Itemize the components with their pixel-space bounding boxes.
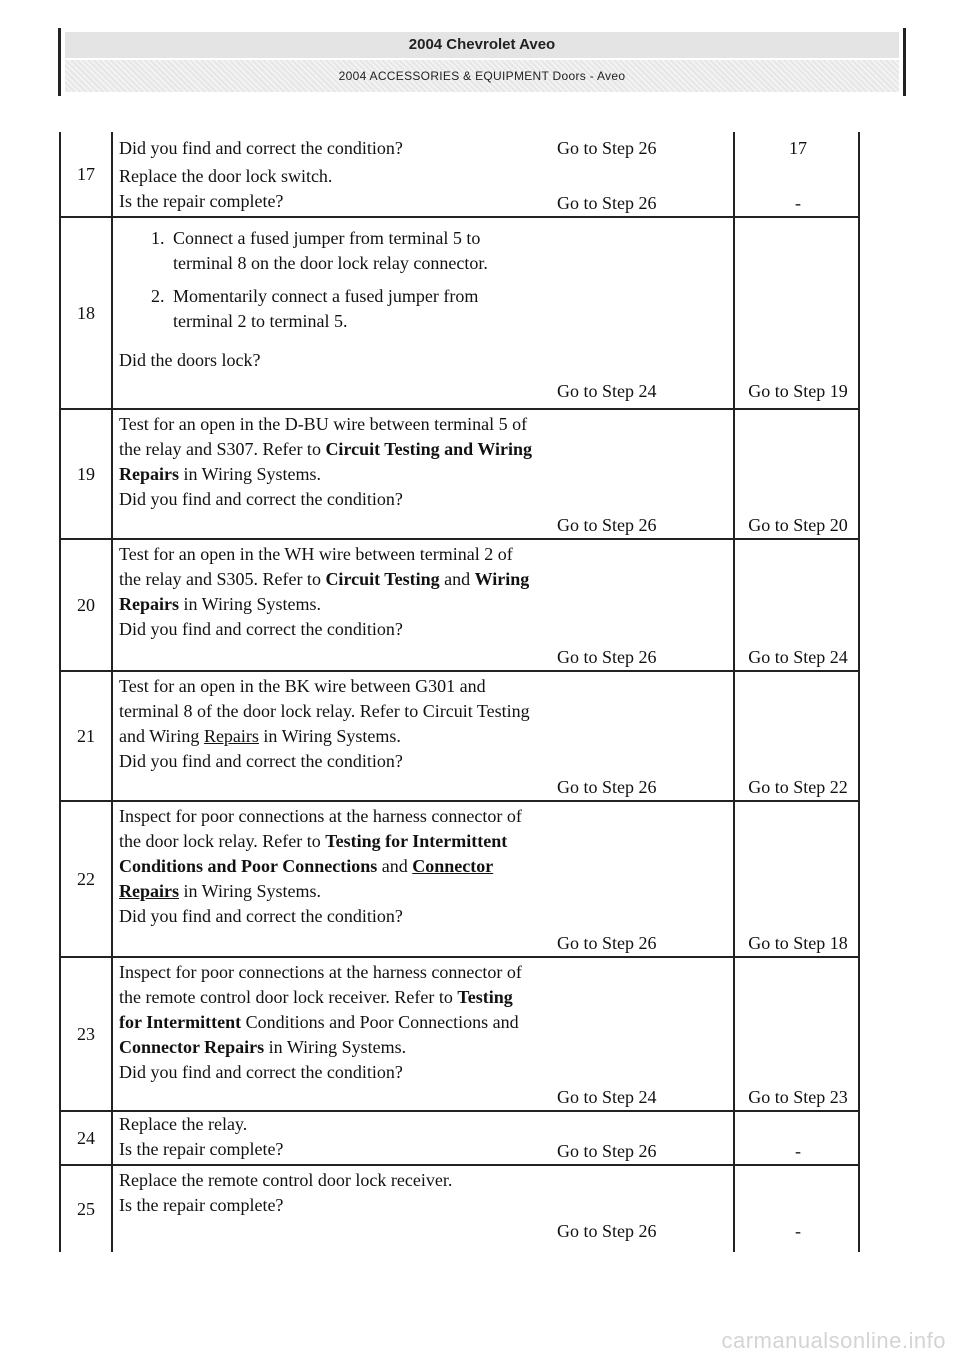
no-action[interactable]: Go to Step 19 [733, 218, 861, 408]
document-header [58, 28, 906, 96]
step-number: 23 [60, 957, 112, 1111]
yes-action[interactable]: Go to Step 26 [557, 933, 657, 953]
document-title: 2004 Chevrolet Aveo [65, 32, 899, 58]
table-row: 22 Inspect for poor connections at the harness connector of the door lock relay. Refer to Testing for Intermittent Conditions and Poor Connections and Connector Repairs in Wiring Systems. Did you find and correct the condition? Go to Step 26 Go to Step 18 [60, 801, 859, 957]
step-text: Test for an open in the D-BU wire between terminal 5 of the relay and S307. Refer to [119, 414, 528, 459]
no-action[interactable]: Go to Step 24 [733, 540, 861, 670]
yes-action[interactable]: Go to Step 26 [557, 193, 657, 213]
table-row: 19 Test for an open in the D-BU wire between terminal 5 of the relay and S307. Refer to Circuit Testing and Wiring Repairs in Wiring Systems. Did you find and correct the condition? Go to Step 26 Go to Step 20 [60, 409, 859, 539]
list-item: 1. Connect a fused jumper from terminal 5 to terminal 8 on the door lock relay connector. [169, 226, 539, 276]
step-number: 17 [60, 132, 112, 217]
step-number: 19 [60, 409, 112, 539]
step-question: Did you find and correct the condition? [119, 619, 403, 639]
yes-action[interactable]: Go to Step 24 [557, 381, 657, 401]
yes-action[interactable]: Go to Step 26 [557, 1221, 657, 1241]
step-number: 25 [60, 1165, 112, 1252]
step-number: 22 [60, 801, 112, 957]
step-text: Replace the relay. [119, 1114, 248, 1134]
no-action[interactable]: - [733, 1166, 861, 1252]
no-action[interactable]: Go to Step 20 [733, 410, 861, 538]
no-action[interactable]: Go to Step 22 [733, 672, 861, 800]
wiring-repairs-link[interactable]: Wiring Repairs [119, 569, 530, 614]
step-number: 20 [60, 539, 112, 671]
table-row [60, 1111, 859, 1165]
table-row: 23 Inspect for poor connections at the harness connector of the remote control door lock receiver. Refer to Testing for Intermittent Conditions and Poor Connections and Connector Repairs in Wiring Systems. Did you find and correct the condition? Go to Step 24 Go to Step 23 [60, 957, 859, 1111]
intermittent-conditions-link[interactable]: Testing for Intermittent [119, 987, 513, 1032]
no-action[interactable]: - [733, 1112, 861, 1164]
table-row: 20 Test for an open in the WH wire between terminal 2 of the relay and S305. Refer to Circuit Testing and Wiring Repairs in Wiring Systems. Did you find and correct the condition? Go to Step 26 Go to Step 24 [60, 539, 859, 671]
step-question: Is the repair complete? [119, 191, 284, 211]
table-row [60, 217, 859, 409]
step-question: Did you find and correct the condition? [119, 906, 403, 926]
no-action[interactable]: Go to Step 23 [733, 958, 861, 1110]
table-row [60, 132, 859, 217]
diagnostic-table [59, 132, 860, 1252]
step-question: Did you find and correct the condition? [119, 1062, 403, 1082]
circuit-testing-link[interactable]: Circuit Testing [325, 569, 440, 589]
connector-repairs-link[interactable]: Connector Repairs [119, 856, 494, 901]
yes-action[interactable]: Go to Step 26 [557, 137, 657, 158]
document-subtitle: 2004 ACCESSORIES & EQUIPMENT Doors - Aveo [65, 60, 899, 92]
step-question: Did you find and correct the condition? [119, 751, 403, 771]
step-text: Did you find and correct the condition? [119, 137, 403, 158]
intermittent-conditions-link[interactable]: Testing for Intermittent Conditions and Poor Connections [119, 831, 508, 876]
no-action[interactable]: Go to Step 18 [733, 802, 861, 956]
yes-action[interactable]: Go to Step 26 [557, 777, 657, 797]
step-question: Is the repair complete? [119, 1195, 284, 1215]
yes-action[interactable]: Go to Step 26 [557, 1141, 657, 1161]
step-text: Replace the door lock switch. [119, 166, 333, 186]
yes-action[interactable]: Go to Step 24 [557, 1087, 657, 1107]
step-number: 21 [60, 671, 112, 801]
no-action[interactable]: 17 [733, 132, 861, 164]
connector-repairs-link[interactable]: Connector Repairs [119, 1037, 265, 1057]
list-item: 2. Momentarily connect a fused jumper from terminal 2 to terminal 5. [169, 284, 539, 334]
circuit-testing-link[interactable]: Circuit Testing and Wiring Repairs [119, 439, 532, 484]
step-text: Replace the remote control door lock receiver. [119, 1170, 453, 1190]
step-question: Did you find and correct the condition? [119, 489, 403, 509]
table-row: 21 Test for an open in the BK wire between G301 and terminal 8 of the door lock relay. Refer to Circuit Testing and Wiring Repairs in Wiring Systems. Did you find and correct the condition? Go to Step 26 Go to Step 22 [60, 671, 859, 801]
wiring-repairs-link[interactable]: Repairs [203, 726, 259, 746]
step-question: Is the repair complete? [119, 1139, 284, 1159]
no-action[interactable]: - [733, 164, 861, 216]
yes-action[interactable]: Go to Step 26 [557, 515, 657, 535]
table-row [60, 1165, 859, 1252]
step-question: Did the doors lock? [119, 350, 261, 370]
step-number: 24 [60, 1111, 112, 1165]
step-number: 18 [60, 217, 112, 409]
watermark-footer: carmanualsonline.info [721, 1328, 946, 1353]
instruction-list [119, 226, 539, 334]
yes-action[interactable]: Go to Step 26 [557, 647, 657, 667]
